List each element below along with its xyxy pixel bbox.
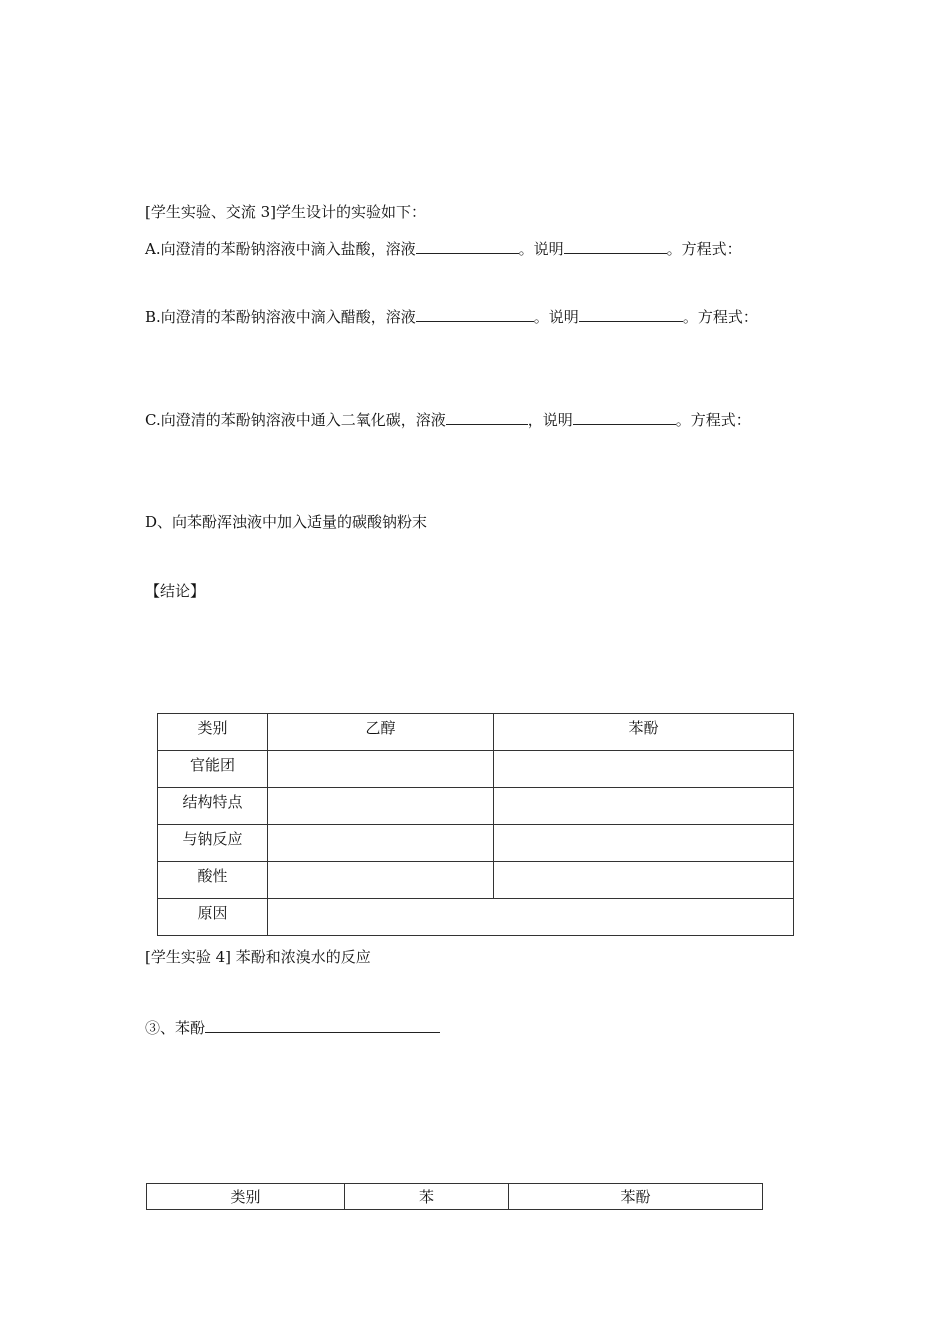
item-3-blank[interactable] — [205, 1016, 440, 1033]
item-a-mid: 。说明 — [518, 240, 564, 258]
section4-heading: [学生实验 4] 苯酚和浓溴水的反应 — [145, 948, 371, 966]
table-header-cell: 苯酚 — [494, 714, 794, 751]
item-3-label: ③、苯酚 — [145, 1019, 206, 1037]
answer-cell[interactable] — [494, 751, 794, 788]
table-row — [158, 862, 794, 899]
row-label: 官能团 — [158, 751, 268, 788]
comparison-table-benzene-phenol — [146, 1183, 763, 1210]
item-c-mid: ，说明 — [527, 411, 573, 429]
answer-cell[interactable] — [494, 788, 794, 825]
table-row — [158, 899, 794, 936]
table-row — [158, 751, 794, 788]
table-header-cell: 苯酚 — [509, 1184, 763, 1210]
row-label: 原因 — [158, 899, 268, 936]
item-a-blank-1[interactable] — [416, 237, 519, 254]
item-c — [145, 408, 751, 431]
table-header-cell: 苯 — [345, 1184, 509, 1210]
answer-cell[interactable] — [268, 862, 494, 899]
answer-cell[interactable] — [268, 751, 494, 788]
item-c-prefix: C.向澄清的苯酚钠溶液中通入二氧化碳，溶液 — [145, 411, 446, 429]
answer-cell-merged[interactable] — [268, 899, 794, 936]
table-header-cell: 乙醇 — [268, 714, 494, 751]
table-header-row — [158, 714, 794, 751]
row-label: 酸性 — [158, 862, 268, 899]
item-b-blank-2[interactable] — [579, 305, 683, 322]
table-row — [158, 788, 794, 825]
table-header-cell: 类别 — [158, 714, 268, 751]
row-label: 结构特点 — [158, 788, 268, 825]
row-label: 与钠反应 — [158, 825, 268, 862]
table-header-cell: 类别 — [147, 1184, 345, 1210]
item-a-end: 。方程式： — [666, 240, 742, 258]
item-d: D、向苯酚浑浊液中加入适量的碳酸钠粉末 — [145, 513, 428, 531]
answer-cell[interactable] — [268, 825, 494, 862]
table-header-row — [147, 1184, 763, 1210]
answer-cell[interactable] — [494, 862, 794, 899]
conclusion-label: 【结论】 — [145, 582, 206, 600]
item-a — [145, 237, 742, 260]
table-row — [158, 825, 794, 862]
item-c-end: 。方程式： — [675, 411, 751, 429]
item-b — [145, 305, 758, 328]
item-b-prefix: B.向澄清的苯酚钠溶液中滴入醋酸，溶液 — [145, 308, 416, 326]
answer-cell[interactable] — [494, 825, 794, 862]
item-b-blank-1[interactable] — [416, 305, 534, 322]
item-b-mid: 。说明 — [533, 308, 579, 326]
item-a-blank-2[interactable] — [564, 237, 667, 254]
item-3 — [145, 1016, 440, 1039]
section3-heading: [学生实验、交流 3]学生设计的实验如下： — [145, 203, 427, 221]
item-c-blank-1[interactable] — [446, 408, 528, 425]
item-b-end: 。方程式： — [682, 308, 758, 326]
answer-cell[interactable] — [268, 788, 494, 825]
item-c-blank-2[interactable] — [573, 408, 676, 425]
item-a-prefix: A.向澄清的苯酚钠溶液中滴入盐酸，溶液 — [145, 240, 416, 258]
comparison-table-ethanol-phenol — [157, 713, 794, 936]
